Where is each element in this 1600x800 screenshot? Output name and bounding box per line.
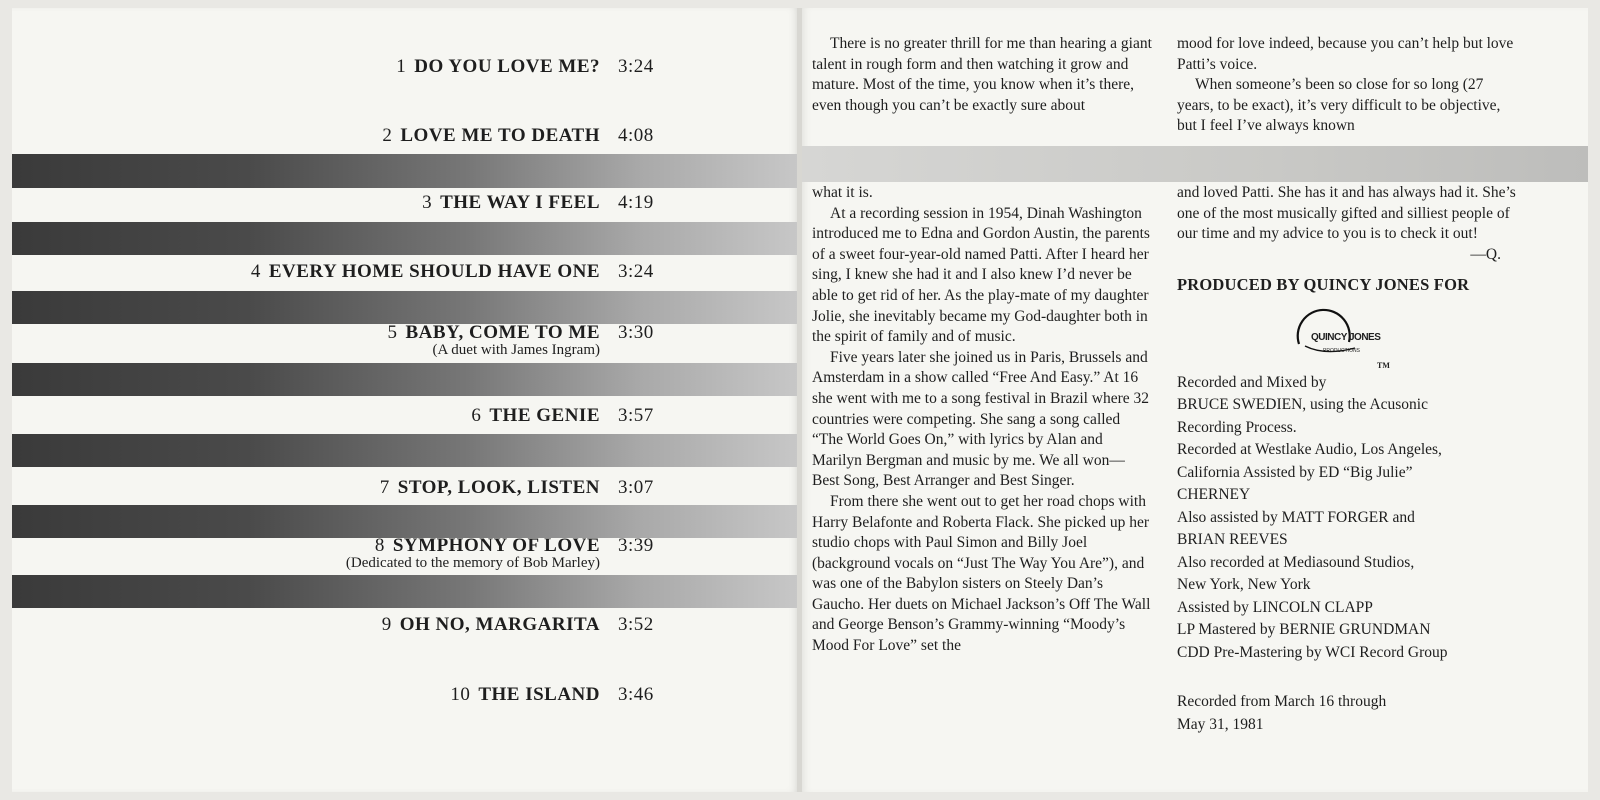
track-title: SYMPHONY OF LOVE — [392, 535, 600, 556]
track-number: 9 — [381, 614, 392, 635]
recording-dates: Recorded from March 16 through — [1177, 693, 1387, 711]
track-item — [12, 261, 662, 283]
credit-line: CDD Pre-Mastering by WCI Record Group — [1177, 643, 1448, 661]
credit-line: BRIAN REEVES — [1177, 531, 1288, 549]
logo-text: QUINCY JONES — [1311, 331, 1381, 343]
credit-line: California Assisted by ED “Big Julie” — [1177, 463, 1413, 481]
track-title: DO YOU LOVE ME? — [414, 56, 600, 77]
track-item — [12, 684, 662, 706]
track-note: (Dedicated to the memory of Bob Marley) — [345, 555, 600, 571]
track-number: 1 — [396, 56, 407, 77]
recording-dates: May 31, 1981 — [1177, 715, 1264, 733]
track-number: 2 — [382, 125, 393, 146]
liner-column-2-bottom — [1177, 183, 1527, 736]
track-item — [12, 535, 662, 572]
liner-paragraph: From there she went out to get her road chops with Harry Belafonte and Roberta Flack. She picked up her studio chops with Paul Simon and Billy Joel (background vocals on “Just The Way You Are”), and was one of the Babylon sisters on Steely Dan’s Gaucho. Her duets on Michael Jackson’s Off The Wall and George Benson’s Grammy-winning “Moody’s Mood For Love” set the — [812, 492, 1151, 655]
gray-stripe — [12, 291, 798, 324]
gray-stripe — [12, 363, 798, 396]
track-title: BABY, COME TO ME — [405, 322, 600, 343]
track-title: THE GENIE — [489, 405, 600, 426]
liner-paragraph: mood for love indeed, because you can’t help but love Patti’s voice. — [1177, 35, 1514, 73]
liner-paragraph: There is no greater thrill for me than hearing a giant talent in rough form and then watching it grow and mature. Most of the time, you know when it’s there, even though you can’t be exactly sure about — [812, 35, 1152, 114]
credit-line: Also assisted by MATT FORGER and — [1177, 508, 1415, 526]
track-duration: 3:46 — [618, 684, 654, 705]
credit-line: Also recorded at Mediasound Studios, — [1177, 553, 1415, 571]
credit-line: Recorded at Westlake Audio, Los Angeles, — [1177, 441, 1442, 459]
track-duration: 4:19 — [618, 192, 654, 213]
credit-line: Recording Process. — [1177, 418, 1297, 436]
track-title: EVERY HOME SHOULD HAVE ONE — [268, 261, 600, 282]
logo-subtext: PRODUCTIONS — [1323, 347, 1360, 354]
producer-heading: PRODUCED BY QUINCY JONES FOR — [1177, 275, 1470, 295]
track-title: STOP, LOOK, LISTEN — [397, 477, 600, 498]
liner-paragraph: When someone’s been so close for so long (27 years, to be exact), it’s very difficult to be objective, but I feel I’ve always known — [1177, 76, 1501, 135]
gray-stripe — [802, 146, 1588, 182]
credit-line: New York, New York — [1177, 576, 1311, 594]
track-duration: 3:52 — [618, 614, 654, 635]
track-duration: 3:24 — [618, 261, 654, 282]
track-duration: 3:39 — [618, 535, 654, 556]
credit-line: BRUCE SWEDIEN, using the Acusonic — [1177, 396, 1428, 414]
track-item — [12, 614, 662, 636]
gray-stripe — [12, 154, 798, 188]
credit-line: CHERNEY — [1177, 486, 1251, 504]
track-number: 6 — [471, 405, 482, 426]
gray-stripe — [12, 434, 798, 467]
track-title: OH NO, MARGARITA — [399, 614, 600, 635]
track-title: THE WAY I FEEL — [440, 192, 600, 213]
track-duration: 4:08 — [618, 125, 654, 146]
credit-line: LP Mastered by BERNIE GRUNDMAN — [1177, 621, 1431, 639]
track-duration: 3:30 — [618, 322, 654, 343]
quincy-jones-productions-logo — [1295, 308, 1395, 368]
liner-paragraph: At a recording session in 1954, Dinah Washington introduced me to Edna and Gordon Austin, the parents of a sweet four-year-old named Patti. After I heard her sing, I knew she had it and I also knew I’d never be able to get rid of her. As the play-mate of my daughter Jolie, she inevitably became my God-daughter both in the spirit of family and of music. — [812, 204, 1150, 346]
liner-paragraph: Five years later she joined us in Paris, Brussels and Amsterdam in a show called “Free And Easy.” At 16 she went with me to a song festival in Brazil where 32 countries were competing. She sang a song called “The World Goes On,” with lyrics by Alan and Marilyn Bergman and music by me. We all won—Best Song, Best Arranger and Best Singer. — [812, 348, 1150, 490]
credit-line: Recorded and Mixed by — [1177, 373, 1327, 391]
track-number: 10 — [450, 684, 471, 705]
gray-stripe — [12, 575, 798, 608]
track-number: 8 — [374, 535, 385, 556]
track-title: LOVE ME TO DEATH — [400, 125, 600, 146]
track-listing-page — [12, 8, 798, 792]
track-number: 5 — [387, 322, 398, 343]
signoff: —Q. — [1470, 245, 1501, 263]
track-duration: 3:24 — [618, 56, 654, 77]
gray-stripe — [12, 222, 798, 255]
trademark-mark: TM — [1377, 360, 1390, 370]
track-item — [12, 477, 662, 499]
track-duration: 3:07 — [618, 477, 654, 498]
track-duration: 3:57 — [618, 405, 654, 426]
gray-stripe — [12, 505, 798, 538]
track-number: 3 — [422, 192, 433, 213]
track-number: 4 — [250, 261, 261, 282]
track-number: 7 — [379, 477, 390, 498]
liner-notes-page — [802, 8, 1588, 792]
track-item — [12, 192, 662, 214]
liner-column-1-bottom — [812, 183, 1152, 657]
track-item — [12, 405, 662, 427]
track-item — [12, 322, 662, 359]
liner-column-2-top — [1177, 34, 1522, 137]
liner-column-1-top — [812, 34, 1152, 116]
track-title: THE ISLAND — [478, 684, 600, 705]
liner-paragraph: and loved Patti. She has it and has always had it. She’s one of the most musically gifted and silliest people of our time and my advice to you is to check it out! — [1177, 184, 1516, 243]
track-note: (A duet with James Ingram) — [432, 342, 600, 358]
track-item — [12, 125, 662, 147]
track-item — [12, 56, 662, 78]
credit-line: Assisted by LINCOLN CLAPP — [1177, 598, 1373, 616]
liner-paragraph: what it is. — [812, 184, 873, 201]
